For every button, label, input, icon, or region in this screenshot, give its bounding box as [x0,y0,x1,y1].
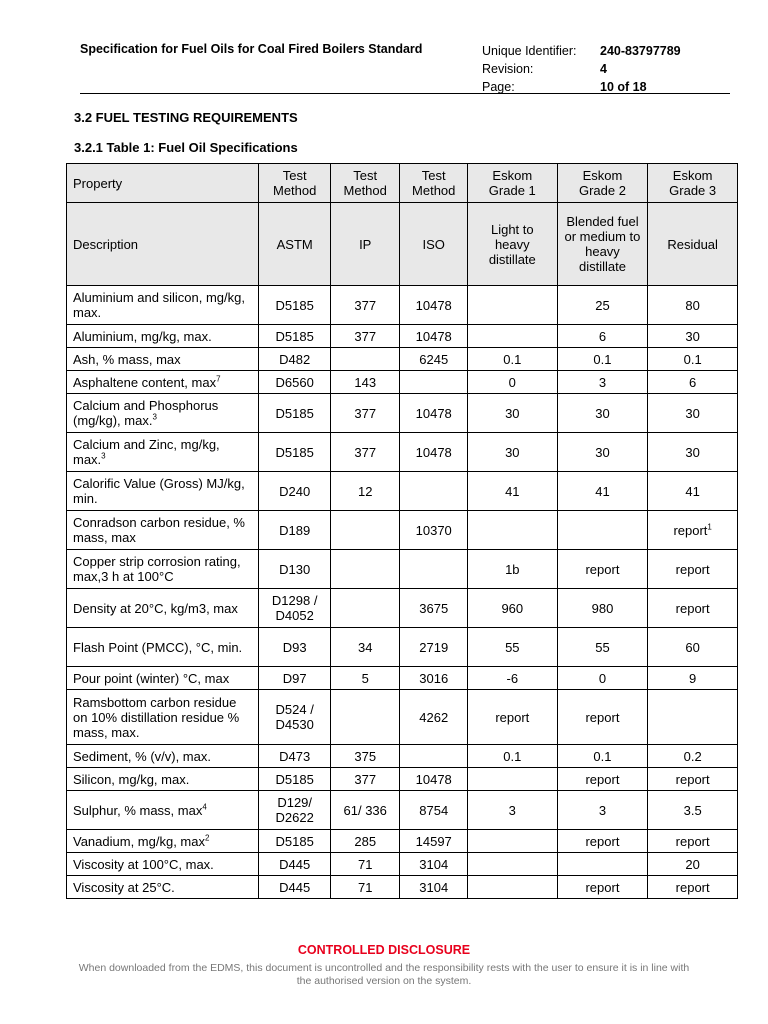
ip-cell: 377 [330,768,400,791]
table-row [67,830,738,853]
astm-cell: D445 [259,876,331,899]
astm-cell: D482 [259,348,331,371]
g2-cell: 0.1 [557,745,648,768]
ip-cell: 377 [330,433,400,472]
g3-cell: report [648,830,738,853]
table-row [67,853,738,876]
revision-label: Revision: [482,62,534,76]
iso-cell: 14597 [400,830,468,853]
g3-cell: 0.2 [648,745,738,768]
g3-cell: 41 [648,472,738,511]
g1-cell [467,325,557,348]
property-cell: Aluminium and silicon, mg/kg, max. [67,286,259,325]
iso-cell: 10478 [400,394,468,433]
header-cell: Eskom Grade 1 [467,164,557,203]
property-cell: Sulphur, % mass, $\max^4$ [67,791,259,830]
g3-cell: report$^1$ [648,511,738,550]
g2-cell: report [557,876,648,899]
header-cell: IP [330,203,400,286]
table-row [67,325,738,348]
g1-cell: 30 [467,433,557,472]
iso-cell: 10478 [400,768,468,791]
footnote-ref: 7 [216,374,221,384]
iso-cell: 3675 [400,589,468,628]
iso-cell [400,745,468,768]
g3-cell: 6 [648,371,738,394]
g1-cell: 1b [467,550,557,589]
ip-cell: 375 [330,745,400,768]
iso-cell [400,550,468,589]
g3-cell: 30 [648,394,738,433]
footnote-ref: 2 [204,833,210,843]
astm-cell: D473 [259,745,331,768]
table-row [67,348,738,371]
astm-cell: D5185 [259,394,331,433]
table-row [67,628,738,667]
iso-cell: 10478 [400,433,468,472]
header-cell: Description [67,203,259,286]
g2-cell: report [557,830,648,853]
g2-cell: 41 [557,472,648,511]
g1-cell: 55 [467,628,557,667]
astm-cell: D130 [259,550,331,589]
iso-cell: 3104 [400,876,468,899]
property-cell: Ash, % mass, max [67,348,259,371]
g1-cell [467,830,557,853]
g1-cell [467,768,557,791]
ip-cell: 377 [330,394,400,433]
iso-cell [400,371,468,394]
ip-cell [330,690,400,745]
astm-cell: D5185 [259,325,331,348]
unique-identifier-label: Unique Identifier: [482,44,577,58]
astm-cell: D189 [259,511,331,550]
astm-cell: D240 [259,472,331,511]
g2-cell: 3 [557,371,648,394]
header-cell: ASTM [259,203,331,286]
g2-cell: 3 [557,791,648,830]
g3-cell: report [648,876,738,899]
page-header [80,40,730,94]
ip-cell: 61/ 336 [330,791,400,830]
g3-cell: 30 [648,433,738,472]
g3-cell [648,690,738,745]
controlled-disclosure: CONTROLLED DISCLOSURE [297,943,471,957]
property-cell: Pour point (winter) °C, max [67,667,259,690]
astm-cell: D1298 / D4052 [259,589,331,628]
g1-cell: report [467,690,557,745]
property-cell: Vanadium, mg/kg, $\max^2$ [67,830,259,853]
g2-cell: 30 [557,433,648,472]
ip-cell [330,511,400,550]
g1-cell: -6 [467,667,557,690]
iso-cell [400,472,468,511]
ip-cell: 5 [330,667,400,690]
property-cell: Sediment, % (v/v), max. [67,745,259,768]
header-cell: Eskom Grade 3 [648,164,738,203]
g3-cell: 20 [648,853,738,876]
g1-cell: 30 [467,394,557,433]
header-cell: Property [67,164,259,203]
table-body [67,164,738,899]
g1-cell: 960 [467,589,557,628]
g3-cell: 9 [648,667,738,690]
ip-cell: 71 [330,853,400,876]
table-row [67,472,738,511]
g3-cell: report [648,589,738,628]
g2-cell: 25 [557,286,648,325]
astm-cell: D5185 [259,830,331,853]
ip-cell: 285 [330,830,400,853]
table-subheader-row [67,203,738,286]
header-cell: Blended fuel or medium to heavy distillate [557,203,648,286]
property-cell: Ramsbottom carbon residue on 10% distillation residue % mass, max. [67,690,259,745]
astm-cell: D5185 [259,768,331,791]
g1-cell [467,853,557,876]
ip-cell: 12 [330,472,400,511]
g3-cell: 3.5 [648,791,738,830]
g1-cell [467,286,557,325]
table-row [67,667,738,690]
astm-cell: D97 [259,667,331,690]
table-row [67,791,738,830]
g3-cell: report [648,550,738,589]
table-row [67,371,738,394]
property-cell: Calcium and Zinc, mg/kg, max.$^3$ [67,433,259,472]
g1-cell: 0 [467,371,557,394]
g1-cell: 41 [467,472,557,511]
iso-cell: 6245 [400,348,468,371]
iso-cell: 2719 [400,628,468,667]
astm-cell: D5185 [259,286,331,325]
g3-cell: 0.1 [648,348,738,371]
table-row [67,768,738,791]
astm-cell: D445 [259,853,331,876]
g1-cell [467,511,557,550]
table-row [67,511,738,550]
iso-cell: 4262 [400,690,468,745]
page-label: Page: [482,80,515,94]
table-row [67,589,738,628]
table-row [67,876,738,899]
g2-cell [557,511,648,550]
iso-cell: 10478 [400,325,468,348]
g2-cell: 6 [557,325,648,348]
ip-cell: 377 [330,325,400,348]
astm-cell: D6560 [259,371,331,394]
header-cell: Eskom Grade 2 [557,164,648,203]
astm-cell: D129/ D2622 [259,791,331,830]
g3-cell: report [648,768,738,791]
header-values [600,42,681,96]
g2-cell [557,853,648,876]
property-cell: Viscosity at 25°C. [67,876,259,899]
property-cell: Silicon, mg/kg, max. [67,768,259,791]
g2-cell: report [557,768,648,791]
table-row [67,433,738,472]
ip-cell [330,348,400,371]
g1-cell: 0.1 [467,745,557,768]
unique-identifier-value: 240-83797789 [600,44,681,58]
property-cell: Viscosity at 100°C, max. [67,853,259,876]
table-row [67,745,738,768]
footnote-ref: 4 [202,802,207,812]
header-cell: Residual [648,203,738,286]
footnote-ref: 3 [101,451,106,461]
table-row [67,286,738,325]
g2-cell: 30 [557,394,648,433]
property-cell: Conradson carbon residue, % mass, max [67,511,259,550]
header-cell: ISO [400,203,468,286]
footnote-ref: 1 [707,522,712,532]
g2-cell: report [557,550,648,589]
header-labels [482,42,577,96]
ip-cell [330,589,400,628]
g2-cell: 980 [557,589,648,628]
property-cell: Calcium and Phosphorus (mg/kg), max.$^3$ [67,394,259,433]
g2-cell: 0 [557,667,648,690]
header-cell: Light to heavy distillate [467,203,557,286]
revision-value: 4 [600,62,607,76]
fuel-oil-spec-table [66,163,738,899]
iso-cell: 10370 [400,511,468,550]
g3-cell: 30 [648,325,738,348]
header-cell: Test Method [330,164,400,203]
table-row [67,394,738,433]
table-title: 3.2.1 Table 1: Fuel Oil Specifications [74,140,298,155]
g1-cell: 3 [467,791,557,830]
g3-cell: 80 [648,286,738,325]
property-cell: Flash Point (PMCC), °C, min. [67,628,259,667]
ip-cell: 377 [330,286,400,325]
ip-cell: 71 [330,876,400,899]
iso-cell: 8754 [400,791,468,830]
ip-cell: 143 [330,371,400,394]
table-header-row [67,164,738,203]
property-cell: Calorific Value (Gross) MJ/kg, min. [67,472,259,511]
document-title: Specification for Fuel Oils for Coal Fired Boilers Standard [80,42,423,56]
g2-cell: 0.1 [557,348,648,371]
astm-cell: D524 / D4530 [259,690,331,745]
g2-cell: 55 [557,628,648,667]
property-cell: Aluminium, mg/kg, max. [67,325,259,348]
g1-cell [467,876,557,899]
ip-cell: 34 [330,628,400,667]
g2-cell: report [557,690,648,745]
astm-cell: D93 [259,628,331,667]
page-number: 10 of 18 [600,80,647,94]
table-row [67,690,738,745]
g1-cell: 0.1 [467,348,557,371]
iso-cell: 10478 [400,286,468,325]
header-cell: Test Method [400,164,468,203]
header-cell: Test Method [259,164,331,203]
ip-cell [330,550,400,589]
iso-cell: 3104 [400,853,468,876]
footnote-ref: 3 [152,412,157,422]
property-cell: Copper strip corrosion rating, max,3 h at 100°C [67,550,259,589]
section-title: 3.2 FUEL TESTING REQUIREMENTS [74,110,298,125]
disclosure-note: When downloaded from the EDMS, this document is uncontrolled and the responsibility rests with the user to ensure it is in line with the authorised version on the system. [78,962,690,987]
iso-cell: 3016 [400,667,468,690]
astm-cell: D5185 [259,433,331,472]
table-row [67,550,738,589]
property-cell: Asphaltene content, $\max^7$ [67,371,259,394]
property-cell: Density at 20°C, kg/m3, max [67,589,259,628]
g3-cell: 60 [648,628,738,667]
